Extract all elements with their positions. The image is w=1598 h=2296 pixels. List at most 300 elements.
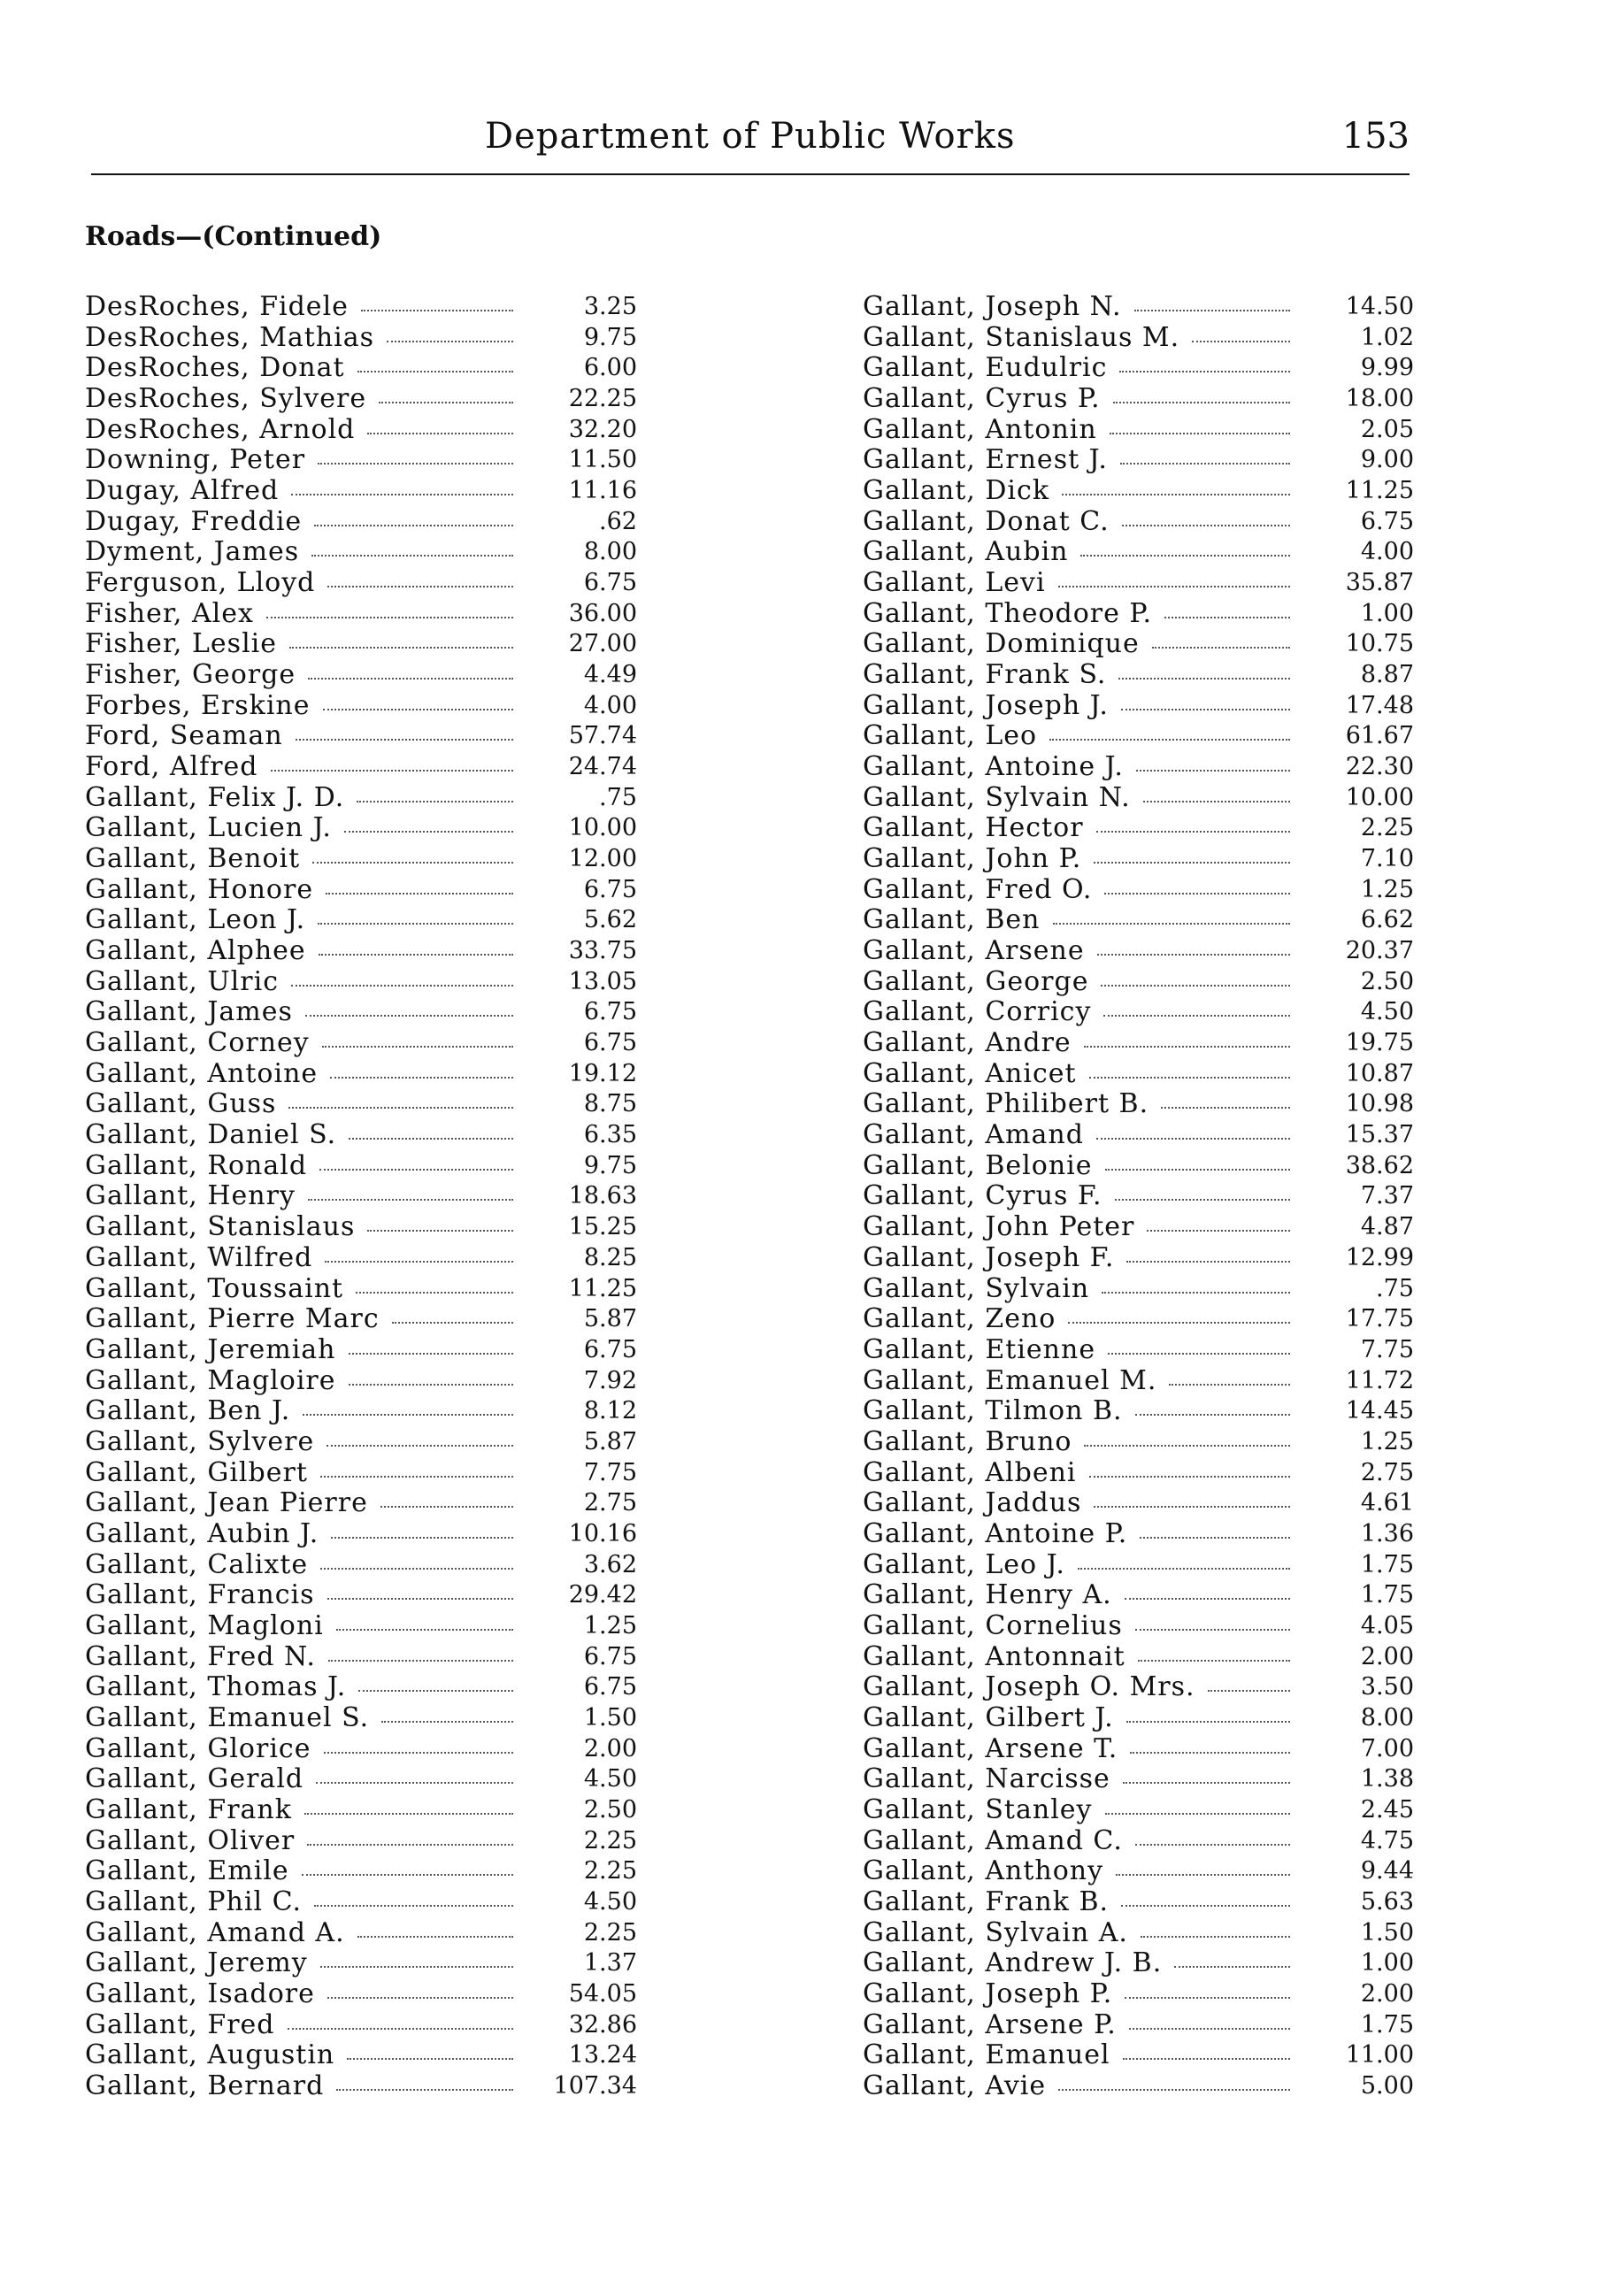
list-item xyxy=(863,752,1414,783)
list-item xyxy=(863,1181,1414,1212)
entry-amount: 8.87 xyxy=(1360,661,1414,689)
list-item xyxy=(85,445,637,476)
entry-amount: 2.25 xyxy=(583,1826,637,1854)
entry-name: Gallant, Glorice xyxy=(85,1732,311,1764)
entry-amount: 7.92 xyxy=(583,1366,637,1394)
dot-leader xyxy=(303,1414,513,1416)
entry-amount: 2.00 xyxy=(1360,1642,1414,1670)
dot-leader xyxy=(314,1905,513,1907)
entry-name: Gallant, Guss xyxy=(85,1088,277,1120)
dot-leader xyxy=(1129,2028,1290,2030)
entry-amount: 2.25 xyxy=(1360,814,1414,842)
list-item xyxy=(863,1642,1414,1673)
dot-leader xyxy=(357,1936,513,1938)
list-item xyxy=(85,1059,637,1090)
list-item xyxy=(85,323,637,354)
entry-name: Gallant, Cyrus F. xyxy=(863,1180,1102,1212)
entry-name: Gallant, Jaddus xyxy=(863,1487,1082,1519)
dot-leader xyxy=(1135,1414,1290,1416)
entry-amount: 5.00 xyxy=(1360,2071,1414,2100)
list-item xyxy=(85,783,637,814)
dot-leader xyxy=(1094,862,1290,864)
entry-name: Gallant, Gilbert J. xyxy=(863,1701,1114,1733)
entry-amount: 11.25 xyxy=(568,1274,637,1302)
dot-leader xyxy=(266,617,513,618)
list-item xyxy=(85,1948,637,1979)
entry-name: Gallant, Amand xyxy=(863,1119,1084,1151)
dot-leader xyxy=(328,1660,513,1662)
entry-amount: 1.37 xyxy=(583,1949,637,1977)
dot-leader xyxy=(336,2089,513,2091)
entry-amount: 6.75 xyxy=(583,1029,637,1057)
dot-leader xyxy=(1123,1782,1290,1784)
entry-name: Gallant, Jeremy xyxy=(85,1947,308,1979)
list-item xyxy=(85,967,637,998)
entry-name: Gallant, Joseph J. xyxy=(863,689,1109,721)
list-item xyxy=(85,1304,637,1335)
dot-leader xyxy=(331,1537,513,1539)
dot-leader xyxy=(1126,1721,1290,1723)
entry-name: Gallant, Cyrus P. xyxy=(863,383,1101,415)
dot-leader xyxy=(1119,371,1290,372)
dot-leader xyxy=(1078,1568,1290,1570)
list-item xyxy=(863,599,1414,630)
entry-name: Gallant, Francis xyxy=(85,1579,315,1611)
entry-name: Gallant, Isadore xyxy=(85,1977,315,2009)
entry-amount: 5.62 xyxy=(583,906,637,934)
list-item xyxy=(85,905,637,936)
dot-leader xyxy=(1120,463,1290,465)
entry-amount: 1.25 xyxy=(1360,875,1414,903)
dot-leader xyxy=(1123,2058,1290,2060)
list-item xyxy=(863,936,1414,967)
entry-amount: 7.75 xyxy=(583,1458,637,1486)
list-item xyxy=(863,691,1414,722)
list-item xyxy=(85,660,637,691)
list-item xyxy=(85,844,637,875)
entry-name: Gallant, George xyxy=(863,965,1089,997)
list-item xyxy=(863,1335,1414,1366)
entry-name: Gallant, Phil C. xyxy=(85,1885,303,1917)
list-item xyxy=(863,1274,1414,1305)
entry-name: Gallant, Bruno xyxy=(863,1425,1072,1457)
entry-name: Gallant, Joseph O. Mrs. xyxy=(863,1671,1195,1703)
list-item xyxy=(85,1979,637,2010)
list-item xyxy=(85,752,637,783)
entry-name: Gallant, Corricy xyxy=(863,996,1092,1028)
entry-name: Gallant, Jeremiah xyxy=(85,1333,336,1365)
entry-name: Gallant, Alphee xyxy=(85,935,306,967)
entry-amount: 6.75 xyxy=(583,1642,637,1670)
dot-leader xyxy=(324,1752,513,1754)
entry-amount: 1.75 xyxy=(1360,1550,1414,1578)
entry-name: Gallant, Philibert B. xyxy=(863,1088,1149,1120)
entry-name: DesRoches, Arnold xyxy=(85,413,356,445)
entry-amount: 32.20 xyxy=(568,415,637,443)
entry-name: Gallant, Arsene P. xyxy=(863,2008,1117,2040)
entry-amount: 3.62 xyxy=(583,1550,637,1578)
dot-leader xyxy=(1122,525,1290,526)
dot-leader xyxy=(361,310,513,311)
entry-name: Gallant, Oliver xyxy=(85,1824,296,1856)
entry-amount: 6.35 xyxy=(583,1121,637,1149)
dot-leader xyxy=(291,985,513,987)
list-item xyxy=(85,599,637,630)
entry-amount: 18.00 xyxy=(1345,385,1414,413)
list-item xyxy=(863,1764,1414,1795)
entry-name: Gallant, Cornelius xyxy=(863,1609,1123,1641)
dot-leader xyxy=(302,1874,513,1876)
dot-leader xyxy=(271,770,513,772)
entry-amount: 6.75 xyxy=(1360,507,1414,535)
dot-leader xyxy=(318,923,513,925)
dot-leader xyxy=(322,1046,513,1048)
list-item xyxy=(85,1089,637,1120)
entry-name: Gallant, Toussaint xyxy=(85,1272,344,1304)
entry-name: Gallant, Wilfred xyxy=(85,1241,313,1273)
entry-amount: 2.50 xyxy=(1360,967,1414,995)
list-item xyxy=(863,1948,1414,1979)
list-item xyxy=(85,1335,637,1366)
entry-name: Gallant, Ernest J. xyxy=(863,444,1108,476)
entry-amount: 6.00 xyxy=(583,354,637,382)
list-item xyxy=(863,415,1414,446)
dot-leader xyxy=(344,831,513,833)
entry-name: Gallant, Hector xyxy=(863,812,1084,844)
dot-leader xyxy=(349,1353,513,1355)
dot-leader xyxy=(305,1015,513,1017)
list-item xyxy=(863,1703,1414,1734)
dot-leader xyxy=(1169,1384,1290,1386)
page-title: Department of Public Works xyxy=(485,116,1016,157)
entry-name: Gallant, Magloni xyxy=(85,1609,324,1641)
dot-leader xyxy=(1049,739,1290,741)
entry-name: Gallant, Gilbert xyxy=(85,1456,308,1488)
entry-name: Gallant, Andrew J. B. xyxy=(863,1947,1163,1979)
list-item xyxy=(85,2071,637,2102)
entry-amount: 6.62 xyxy=(1360,906,1414,934)
entry-amount: 36.00 xyxy=(568,599,637,627)
entry-amount: 1.75 xyxy=(1360,1581,1414,1609)
dot-leader xyxy=(347,2058,513,2060)
dot-leader xyxy=(367,1230,513,1232)
list-item xyxy=(85,1427,637,1458)
list-item xyxy=(85,476,637,507)
entry-name: Gallant, Honore xyxy=(85,873,314,905)
entry-amount: 8.00 xyxy=(1360,1703,1414,1732)
dot-leader xyxy=(336,1629,513,1631)
entry-amount: 7.00 xyxy=(1360,1734,1414,1762)
dot-leader xyxy=(1135,1844,1290,1846)
dot-leader xyxy=(1174,1966,1290,1968)
list-item xyxy=(863,1918,1414,1949)
entry-amount: 4.00 xyxy=(1360,538,1414,566)
entry-amount: 2.75 xyxy=(1360,1458,1414,1486)
entry-name: Gallant, Stanislaus M. xyxy=(863,321,1180,353)
entry-name: Gallant, Joseph F. xyxy=(863,1241,1115,1273)
dot-leader xyxy=(1138,1660,1290,1662)
entry-name: Gallant, Jean Pierre xyxy=(85,1487,368,1519)
entry-name: Gallant, Dick xyxy=(863,475,1050,507)
entry-name: Gallant, Calixte xyxy=(85,1548,309,1580)
entry-amount: 4.61 xyxy=(1360,1489,1414,1517)
entry-amount: 3.25 xyxy=(583,293,637,320)
dot-leader xyxy=(1084,1046,1290,1048)
dot-leader xyxy=(1147,1230,1290,1232)
page-number: 153 xyxy=(1341,116,1410,157)
list-item xyxy=(863,2010,1414,2041)
entry-name: Gallant, Emanuel S. xyxy=(85,1701,370,1733)
list-item xyxy=(85,1550,637,1581)
right-column xyxy=(863,292,1414,2102)
entry-amount: 9.75 xyxy=(583,323,637,351)
entry-amount: 15.37 xyxy=(1345,1121,1414,1149)
entry-amount: 9.00 xyxy=(1360,446,1414,474)
entry-amount: 1.25 xyxy=(1360,1427,1414,1455)
list-item xyxy=(863,384,1414,415)
entry-amount: 1.00 xyxy=(1360,599,1414,627)
dot-leader xyxy=(1103,1015,1290,1017)
dot-leader xyxy=(387,341,513,342)
entry-name: Ford, Seaman xyxy=(85,720,283,752)
list-item xyxy=(863,1611,1414,1642)
dot-leader xyxy=(325,1261,513,1263)
dot-leader xyxy=(1084,1445,1290,1447)
list-item xyxy=(85,1672,637,1703)
dot-leader xyxy=(1089,1077,1290,1079)
dot-leader xyxy=(357,801,513,802)
entry-amount: 2.50 xyxy=(583,1795,637,1824)
dot-leader xyxy=(314,525,513,526)
entry-amount: 1.36 xyxy=(1360,1519,1414,1547)
list-item xyxy=(85,1703,637,1734)
dot-leader xyxy=(296,739,513,741)
entry-name: Forbes, Erskine xyxy=(85,689,311,721)
entry-amount: 14.50 xyxy=(1345,293,1414,320)
entry-name: Gallant, Sylvain A. xyxy=(863,1916,1128,1948)
list-item xyxy=(85,1366,637,1397)
list-item xyxy=(863,445,1414,476)
dot-leader xyxy=(1101,985,1290,987)
entry-amount: 2.00 xyxy=(1360,1979,1414,2008)
dot-leader xyxy=(289,647,513,649)
list-item xyxy=(863,1488,1414,1519)
list-item xyxy=(85,1458,637,1489)
list-item xyxy=(85,415,637,446)
entry-amount: 19.12 xyxy=(568,1059,637,1087)
entry-amount: 7.75 xyxy=(1360,1335,1414,1363)
dot-leader xyxy=(307,1844,513,1846)
entry-amount: 54.05 xyxy=(568,1979,637,2008)
entry-amount: 17.75 xyxy=(1345,1305,1414,1333)
list-item xyxy=(863,1734,1414,1765)
list-item xyxy=(85,1028,637,1059)
entry-amount: 35.87 xyxy=(1345,569,1414,597)
entry-name: Gallant, Felix J. D. xyxy=(85,781,345,813)
entry-name: DesRoches, Mathias xyxy=(85,321,375,353)
dot-leader xyxy=(356,1292,513,1294)
dot-leader xyxy=(1192,341,1290,342)
entry-name: Gallant, Albeni xyxy=(863,1456,1077,1488)
dot-leader xyxy=(1105,1169,1290,1171)
dot-leader xyxy=(1136,770,1290,772)
dot-leader xyxy=(327,1598,513,1600)
dot-leader xyxy=(330,1077,513,1079)
list-item xyxy=(863,967,1414,998)
list-item xyxy=(863,1243,1414,1274)
entry-name: Gallant, Emanuel xyxy=(863,2039,1110,2071)
entry-name: Ford, Alfred xyxy=(85,751,258,783)
entry-amount: 61.67 xyxy=(1345,722,1414,750)
entry-amount: 8.75 xyxy=(583,1090,637,1118)
list-item xyxy=(863,1826,1414,1857)
dot-leader xyxy=(1116,1874,1290,1876)
entry-amount: 4.49 xyxy=(583,661,637,689)
entry-name: Gallant, James xyxy=(85,996,293,1028)
entry-name: Gallant, Frank B. xyxy=(863,1885,1110,1917)
dot-leader xyxy=(308,678,513,680)
entry-name: Dugay, Alfred xyxy=(85,475,280,507)
list-item xyxy=(85,1488,637,1519)
list-item xyxy=(863,507,1414,538)
entry-name: Gallant, Henry xyxy=(85,1180,296,1212)
list-item xyxy=(863,476,1414,507)
entry-amount: 22.30 xyxy=(1345,753,1414,781)
dot-leader xyxy=(1108,1353,1290,1355)
section-heading: Roads—(Continued) xyxy=(85,221,382,252)
list-item xyxy=(85,997,637,1028)
dot-leader xyxy=(1068,1322,1290,1324)
entry-name: Gallant, Sylvere xyxy=(85,1425,315,1457)
entry-name: Gallant, Anthony xyxy=(863,1855,1104,1887)
list-item xyxy=(85,936,637,967)
dot-leader xyxy=(1062,494,1290,495)
entry-amount: 1.02 xyxy=(1360,323,1414,351)
entry-name: Gallant, Henry A. xyxy=(863,1579,1112,1611)
dot-leader xyxy=(1125,1598,1290,1600)
entry-name: Fisher, George xyxy=(85,659,296,691)
entry-name: Gallant, Antonnait xyxy=(863,1640,1126,1672)
entry-amount: .75 xyxy=(599,783,637,811)
dot-leader xyxy=(1208,1690,1290,1692)
dot-leader xyxy=(291,494,513,495)
entry-amount: 5.63 xyxy=(1360,1887,1414,1916)
entry-amount: 5.87 xyxy=(583,1305,637,1333)
entry-amount: 1.38 xyxy=(1360,1765,1414,1793)
entry-name: Gallant, Narcisse xyxy=(863,1763,1110,1795)
entry-name: Gallant, Sylvain xyxy=(863,1272,1090,1304)
list-item xyxy=(85,1519,637,1550)
entry-amount: 4.50 xyxy=(1360,998,1414,1026)
entry-name: Gallant, Ben J. xyxy=(85,1395,291,1427)
dot-leader xyxy=(327,1445,513,1447)
entry-name: Gallant, Antoine xyxy=(85,1057,319,1089)
dot-leader xyxy=(1058,586,1290,587)
entry-name: Downing, Peter xyxy=(85,444,306,476)
entry-amount: 10.16 xyxy=(568,1519,637,1547)
dot-leader xyxy=(1097,954,1290,956)
entry-name: Gallant, Fred N. xyxy=(85,1640,316,1672)
entry-amount: 4.05 xyxy=(1360,1611,1414,1639)
list-item xyxy=(85,875,637,906)
entry-name: Gallant, Anicet xyxy=(863,1057,1077,1089)
dot-leader xyxy=(1102,1292,1290,1294)
entry-amount: 6.75 xyxy=(583,569,637,597)
entry-amount: 5.87 xyxy=(583,1427,637,1455)
list-item xyxy=(85,2010,637,2041)
list-item xyxy=(863,660,1414,691)
entry-amount: 6.75 xyxy=(583,1335,637,1363)
entry-amount: 2.75 xyxy=(583,1489,637,1517)
list-item xyxy=(85,629,637,660)
entry-name: Gallant, Avie xyxy=(863,2069,1047,2101)
entry-amount: 2.05 xyxy=(1360,415,1414,443)
entry-name: Dugay, Freddie xyxy=(85,505,303,537)
dot-leader xyxy=(1053,923,1290,925)
list-item xyxy=(863,721,1414,752)
dot-leader xyxy=(1089,1476,1290,1478)
dot-leader xyxy=(1152,647,1290,649)
dot-leader xyxy=(327,1997,513,1999)
entry-amount: 1.25 xyxy=(583,1611,637,1639)
entry-amount: 10.87 xyxy=(1345,1059,1414,1087)
entry-name: Gallant, Antoine P. xyxy=(863,1517,1128,1549)
dot-leader xyxy=(1110,433,1290,434)
dot-leader xyxy=(319,954,513,956)
list-item xyxy=(85,507,637,538)
entry-amount: 10.00 xyxy=(568,814,637,842)
list-item xyxy=(85,1611,637,1642)
dot-leader xyxy=(1126,1261,1290,1263)
entry-name: Gallant, Leo J. xyxy=(863,1548,1065,1580)
entry-name: Gallant, Aubin J. xyxy=(85,1517,319,1549)
entry-amount: 10.00 xyxy=(1345,783,1414,811)
dot-leader xyxy=(349,1138,513,1140)
entry-name: DesRoches, Donat xyxy=(85,352,345,384)
entry-name: Fisher, Leslie xyxy=(85,628,278,660)
entry-name: Gallant, John Peter xyxy=(863,1211,1135,1243)
dot-leader xyxy=(380,1506,513,1508)
entry-name: Gallant, Eudulric xyxy=(863,352,1108,384)
entry-amount: 57.74 xyxy=(568,722,637,750)
entry-name: Gallant, Frank xyxy=(85,1793,292,1825)
list-item xyxy=(863,1519,1414,1550)
entry-amount: 6.75 xyxy=(583,875,637,903)
dot-leader xyxy=(1058,2089,1290,2091)
list-item xyxy=(863,1396,1414,1427)
entry-amount: 18.63 xyxy=(568,1182,637,1210)
entry-amount: 7.37 xyxy=(1360,1182,1414,1210)
entry-amount: 11.16 xyxy=(568,477,637,505)
entry-amount: 20.37 xyxy=(1345,937,1414,965)
entry-amount: 11.25 xyxy=(1345,477,1414,505)
list-item xyxy=(863,1427,1414,1458)
list-item xyxy=(85,568,637,599)
entry-amount: 8.00 xyxy=(583,538,637,566)
entry-name: DesRoches, Fidele xyxy=(85,291,349,322)
dot-leader xyxy=(358,1690,513,1692)
entry-name: Gallant, Augustin xyxy=(85,2039,335,2071)
entry-name: Gallant, Aubin xyxy=(863,536,1069,568)
entry-name: Gallant, Andre xyxy=(863,1027,1072,1059)
list-item xyxy=(863,1550,1414,1581)
entry-name: Gallant, Daniel S. xyxy=(85,1119,337,1151)
dot-leader xyxy=(1113,402,1290,403)
dot-leader xyxy=(326,893,513,895)
list-item xyxy=(85,1580,637,1611)
entry-name: Gallant, Ronald xyxy=(85,1149,308,1181)
entry-amount: 6.75 xyxy=(583,1673,637,1701)
